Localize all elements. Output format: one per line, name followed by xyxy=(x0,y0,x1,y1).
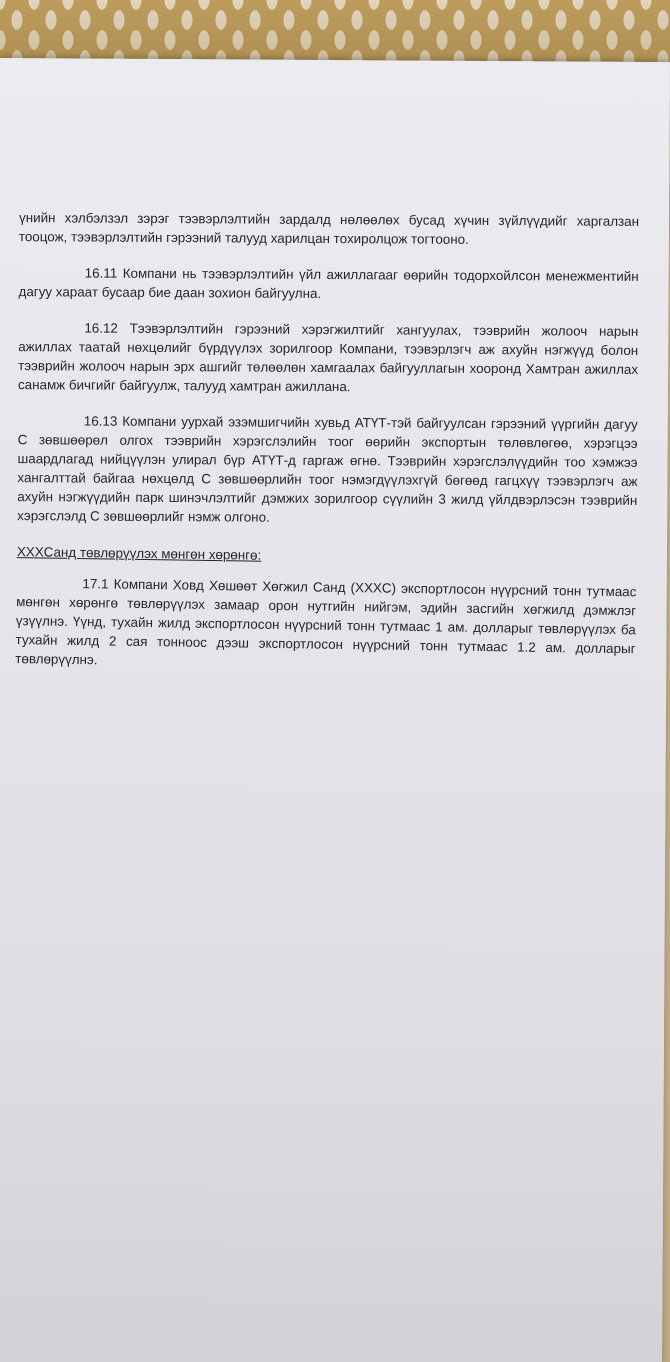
section-17 xyxy=(15,542,637,677)
paragraph-16-11: 16.11 Компани нь тээвэрлэлтийн үйл ажиллагааг өөрийн тодорхойлсон менежментийн дагуу хараат бусаар бие даан зохион байгуулна. xyxy=(18,265,639,301)
section-heading: XXXСанд төвлөрүүлэх мөнгөн хөрөнгө: xyxy=(16,544,262,563)
document-body xyxy=(16,208,639,689)
paper-sheet xyxy=(0,58,670,1362)
paragraph-continued: үнийн хэлбэлзэл зэрэг тээвэрлэлтийн зардалд нөлөөлөх бусад хүчин зүйлүүдийг харгалзан тооцож, тээвэрлэлтийн гэрээний талууд харилцан тохиролцож тогтооно. xyxy=(18,210,640,247)
paragraph-16-13: 16.13 Компани уурхай эзэмшигчийн хувьд АТҮТ-тэй байгуулсан гэрээний үүргийн дагуу С зөвшөөрөл олгох тээврийн хэрэгслэлийн тоог өөрийн экспортын төлөвлөгөө, хэрэгцээ шаардлагад нийцүүлэн улирал бүр АТҮТ-д гаргаж өгнө. Тээврийн хэрэгслэлүүдийн тоо хэмжээ хангалттай байгаа нөхцөлд С зөвшөөрлийн тоог нэмэгдүүлэхгүй бөгөөд гагцхүү тээвэрлэгч аж ахуйн нэгжүүдийн парк шинэчлэлтийг дэмжих зорилгоор сүүлийн 3 жилд үйлдвэрлэсэн тээврийн хэрэгслэлд С зөвшөөрлийг нэмж олгоно. xyxy=(17,413,638,525)
paragraph-17-1: 17.1 Компани Ховд Хөшөөт Хөгжил Санд (XXXC) экспортлосон нүүрсний тонн тутмаас мөнгөн хөрөнгө төвлөрүүлэх замаар орон нутгийн нийгэм, эдийн засгийн хөгжилд дэмжлэг үзүүлнэ. Үүнд, тухайн жилд экспортлосон нүүрсний тонн тутмаас 1 ам. долларыг төвлөрүүлэх ба тухайн жилд 2 сая тонноос дээш экспортлосон нүүрсний тонн тутмаас 1.2 ам. долларыг төвлөрүүлнэ. xyxy=(15,576,637,668)
paragraph-16-12: 16.12 Тээвэрлэлтийн гэрээний хэрэгжилтийг хангуулах, тээврийн жолооч нарын ажиллах таатай нөхцөлийг бүрдүүлэх зорилгоор Компани, тээвэрлэгч аж ахуйн нэгжүүд болон тээврийн жолооч нарын эрх ашгийг төлөөлөн хамгаалах байгууллагын хооронд Хамтран ажиллах санамж бичгийг байгуулж, талууд хамтран ажиллана. xyxy=(17,320,639,395)
